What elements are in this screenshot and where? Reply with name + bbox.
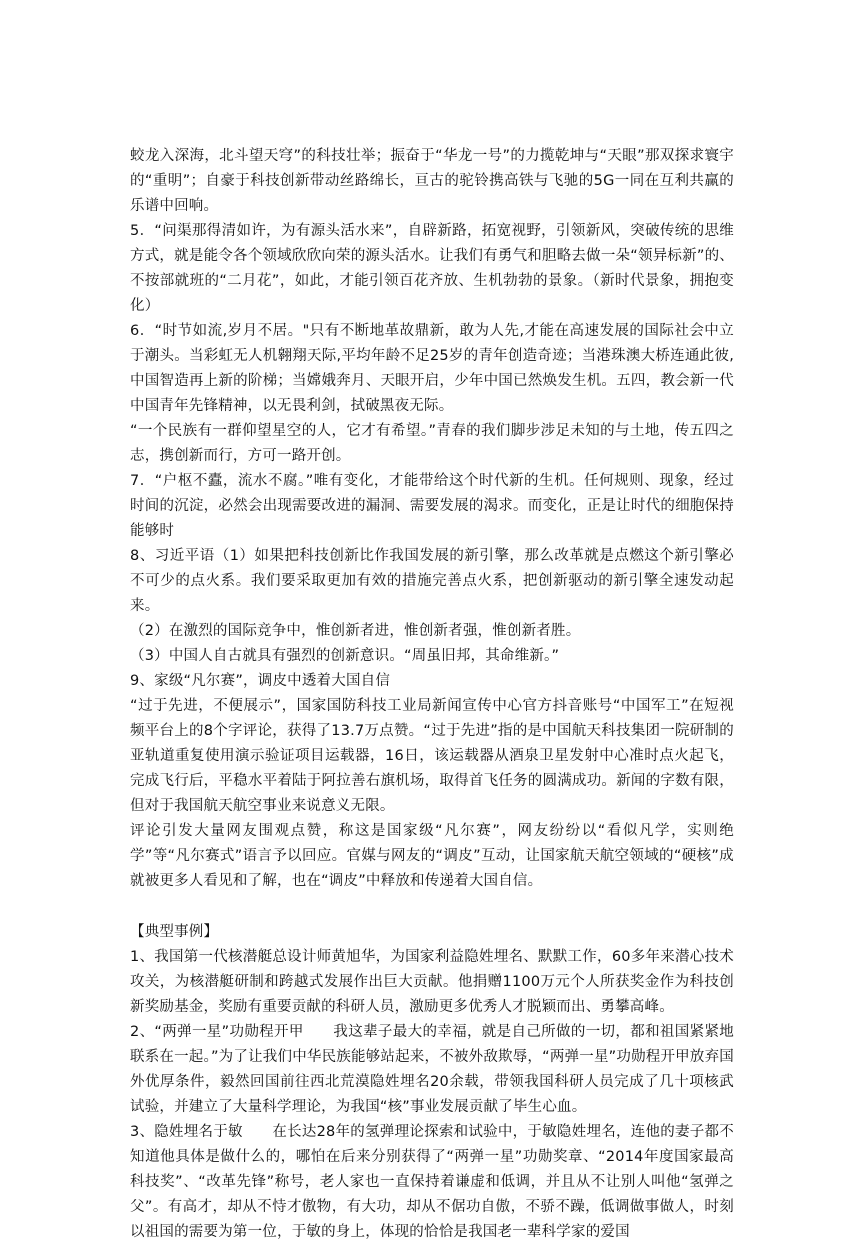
- paragraph-item-8-3: （3）中国人自古就具有强烈的创新意识。“周虽旧邦，其命维新。”: [130, 648, 560, 664]
- paragraph-item-5: 5．“问渠那得清如许，为有源头活水来”，自辟新路，拓宽视野，引领新风，突破传统的思维方式，就是能令各个领域欣欣向荣的源头活水。让我们有勇气和胆略去做一朵“领异标新”的、不按部就班的“二月花”，如此，才能引领百花齐放、生机勃勃的景象。（新时代景象，拥抱变化）: [130, 223, 734, 314]
- section-heading-typical-examples: 【典型事例】: [130, 924, 219, 940]
- paragraph-intro-continuation: 蛟龙入深海，北斗望天穹”的科技壮举；振奋于“华龙一号”的力揽乾坤与“天眼”那双探求寰宇的“重明”；自豪于科技创新带动丝路绵长，亘古的驼铃携高铁与飞驰的5G一同在互利共赢的乐谱中回响。: [130, 148, 734, 214]
- paragraph-item-9-heading: 9、家级“凡尔赛”，调皮中透着大国自信: [130, 673, 391, 689]
- paragraph-item-8-2: （2）在激烈的国际竞争中，惟创新者进，惟创新者强，惟创新者胜。: [130, 623, 581, 639]
- paragraph-example-3: 3、隐姓埋名于敏 在长达28年的氢弹理论探索和试验中，于敏隐姓埋名，连他的妻子都不知道他具体是做什么的，哪怕在后来分别获得了“两弹一星”功勋奖章、“2014年度国家最高科技奖”、“改革先锋”称号，老人家也一直保持着谦虚和低调，并且从不让别人叫他“氢弹之父”。有高才，却从不恃才傲物，有大功，却从不倨功自傲，不骄不躁，低调做事做人，时刻以祖国的需要为第一位，于敏的身上，体现的恰恰是我国老一辈科学家的爱国: [130, 1124, 734, 1240]
- blank-line: [130, 894, 734, 920]
- paragraph-item-9-comment: 评论引发大量网友围观点赞，称这是国家级“凡尔赛”，网友纷纷以“看似凡学，实则绝学”等“凡尔赛式”语言予以回应。官媒与网友的“调皮”互动，让国家航天航空领域的“硬核”成就被更多人看见和了解，也在“调皮”中释放和传递着大国自信。: [130, 823, 734, 889]
- paragraph-item-6-quote: “一个民族有一群仰望星空的人，它才有希望。”青春的我们脚步涉足未知的与土地，传五四之志，携创新而行，方可一路开创。: [130, 423, 734, 464]
- paragraph-example-1: 1、我国第一代核潜艇总设计师黄旭华，为国家利益隐姓埋名、默默工作，60多年来潜心技术攻关，为核潜艇研制和跨越式发展作出巨大贡献。他捐赠1100万元个人所获奖金作为科技创新奖励基金，奖励有重要贡献的科研人员，激励更多优秀人才脱颖而出、勇攀高峰。: [130, 949, 734, 1015]
- paragraph-item-7: 7．“户枢不蠹，流水不腐。”唯有变化，才能带给这个时代新的生机。任何规则、现象，经过时间的沉淀，必然会出现需要改进的漏洞、需要发展的渴求。而变化，正是让时代的细胞保持能够时: [130, 473, 734, 539]
- paragraph-item-9-body: “过于先进，不便展示”，国家国防科技工业局新闻宣传中心官方抖音账号“中国军工”在短视频平台上的8个字评论，获得了13.7万点赞。“过于先进”指的是中国航天科技集团一院研制的亚轨道重复使用演示验证项目运载器，16日，该运载器从酒泉卫星发射中心准时点火起飞，完成飞行后，平稳水平着陆于阿拉善右旗机场，取得首飞任务的圆满成功。新闻的字数有限，但对于我国航天航空事业来说意义无限。: [130, 698, 734, 814]
- paragraph-example-2: 2、“两弹一星”功勋程开甲 我这辈子最大的幸福，就是自己所做的一切，都和祖国紧紧地联系在一起。”为了让我们中华民族能够站起来，不被外敌欺辱，“两弹一星”功勋程开甲放弃国外优厚条件，毅然回国前往西北荒漠隐姓埋名20余载，带领我国科研人员完成了几十项核武试验，并建立了大量科学理论，为我国“核”事业发展贡献了毕生心血。: [130, 1024, 734, 1115]
- paragraph-item-8: 8、习近平语（1）如果把科技创新比作我国发展的新引擎，那么改革就是点燃这个新引擎必不可少的点火系。我们要采取更加有效的措施完善点火系，把创新驱动的新引擎全速发动起来。: [130, 548, 734, 614]
- document-body: [130, 144, 734, 1245]
- paragraph-item-6: 6．“时节如流,岁月不居。"只有不断地革故鼎新，敢为人先,才能在高速发展的国际社会中立于潮头。当彩虹无人机翱翔天际,平均年龄不足25岁的青年创造奇迹；当港珠澳大桥连通此彼,中国智造再上新的阶梯；当嫦娥奔月、天眼开启，少年中国已然焕发生机。五四，教会新一代中国青年先锋精神，以无畏利剑，拭破黑夜无际。: [130, 323, 734, 414]
